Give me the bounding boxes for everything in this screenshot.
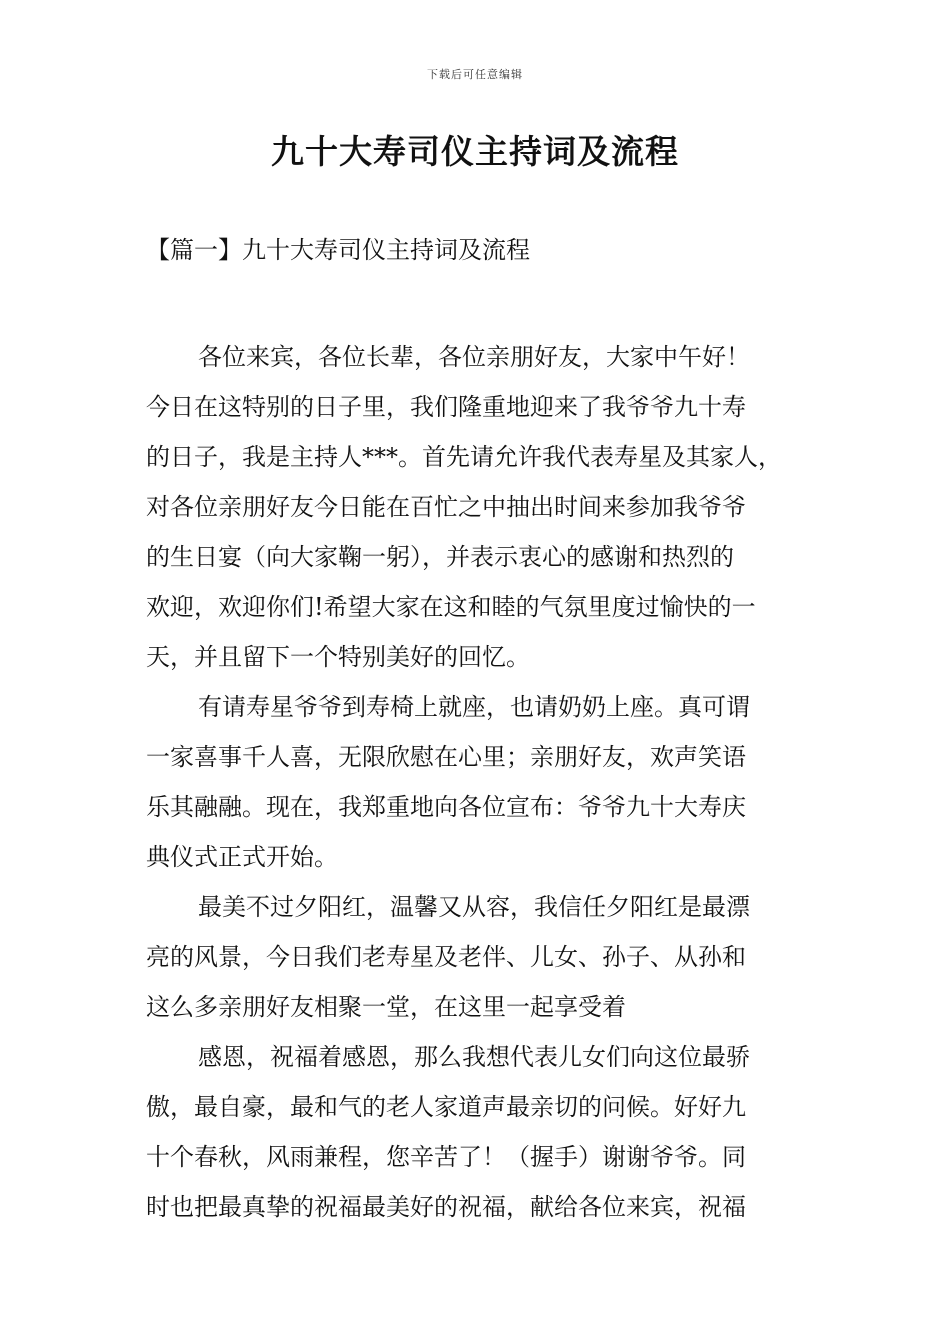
body-line: 的日子，我是主持人***。首先请允许我代表寿星及其家人， [146, 443, 782, 471]
body-line: 今日在这特别的日子里，我们隆重地迎来了我爷爷九十寿 [146, 393, 746, 421]
body-line: 的生日宴（向大家鞠一躬），并表示衷心的感谢和热烈的 [146, 543, 734, 571]
body-line: 有请寿星爷爷到寿椅上就座，也请奶奶上座。真可谓 [198, 693, 750, 721]
section-heading: 【篇一】九十大寿司仪主持词及流程 [146, 236, 530, 264]
document-title: 九十大寿司仪主持词及流程 [271, 132, 679, 171]
header-note: 下载后可任意编辑 [427, 68, 523, 81]
body-line: 乐其融融。现在，我郑重地向各位宣布：爷爷九十大寿庆 [146, 793, 746, 821]
body-line: 一家喜事千人喜，无限欣慰在心里；亲朋好友，欢声笑语 [146, 743, 746, 771]
body-line: 典仪式正式开始。 [146, 843, 338, 871]
body-line: 欢迎，欢迎你们!希望大家在这和睦的气氛里度过愉快的一 [146, 593, 756, 621]
body-line: 傲，最自豪，最和气的老人家道声最亲切的问候。好好九 [146, 1093, 746, 1121]
body-line: 十个春秋，风雨兼程，您辛苦了！（握手）谢谢爷爷。同 [146, 1143, 746, 1171]
body-line: 对各位亲朋好友今日能在百忙之中抽出时间来参加我爷爷 [146, 493, 746, 521]
body-line: 各位来宾，各位长辈，各位亲朋好友，大家中午好！ [198, 343, 750, 371]
body-line: 时也把最真挚的祝福最美好的祝福，献给各位来宾，祝福 [146, 1193, 746, 1221]
body-line: 亮的风景，今日我们老寿星及老伴、儿女、孙子、从孙和 [146, 943, 746, 971]
body-line: 天，并且留下一个特别美好的回忆。 [146, 643, 530, 671]
body-line: 感恩，祝福着感恩，那么我想代表儿女们向这位最骄 [198, 1043, 750, 1071]
body-line: 这么多亲朋好友相聚一堂，在这里一起享受着 [146, 993, 626, 1021]
body-text [146, 332, 836, 1232]
body-line: 最美不过夕阳红，温馨又从容，我信任夕阳红是最漂 [198, 893, 750, 921]
